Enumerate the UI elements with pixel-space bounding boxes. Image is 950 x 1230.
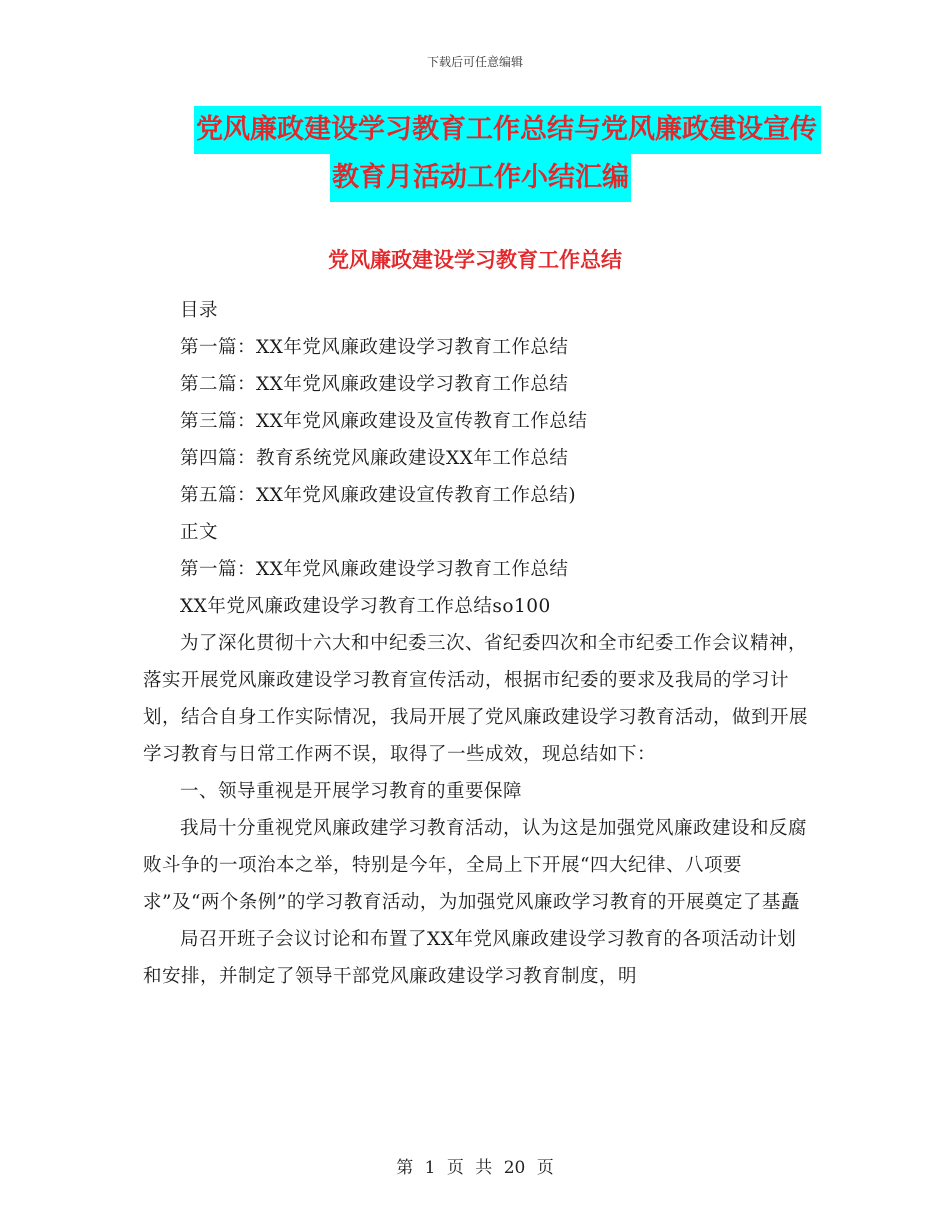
toc-item: 第五篇：XX年党风廉政建设宣传教育工作总结)	[180, 485, 577, 506]
body-paragraph: 为了深化贯彻十六大和中纪委三次、省纪委四次和全市纪委工作会议精神，落实开展党风廉政建设学习教育宣传活动，根据市纪委的要求及我局的学习计划，结合自身工作实际情况，我局开展了党风廉政建设学习教育活动，做到开展学习教育与日常工作两不误，取得了一些成效，现总结如下：	[143, 633, 809, 765]
body-paragraph: 我局十分重视党风廉政建学习教育活动，认为这是加强党风廉政建设和反腐败斗争的一项治本之举，特别是今年，全局上下开展“四大纪律、八项要求”及“两个条例”的学习教育活动，为加强党风廉政学习教育的开展奠定了基矗	[143, 818, 808, 913]
section-heading: 一、领导重视是开展学习教育的重要保障	[180, 781, 523, 802]
page-footer: 第 1 页 共 20 页	[396, 1158, 554, 1178]
toc-item: 第四篇：教育系统党风廉政建设XX年工作总结	[180, 448, 569, 469]
title-line-2: 教育月活动工作小结汇编	[330, 154, 631, 202]
toc-item: 第一篇：XX年党风廉政建设学习教育工作总结	[180, 337, 569, 358]
body-heading: 正文	[180, 522, 219, 543]
body-paragraph: 局召开班子会议讨论和布置了XX年党风廉政建设学习教育的各项活动计划和安排，并制定了领导干部党风廉政建设学习教育制度，明	[143, 929, 797, 987]
toc-item: 第二篇：XX年党风廉政建设学习教育工作总结	[180, 374, 569, 395]
section-subtitle: 党风廉政建设学习教育工作总结	[328, 248, 622, 272]
toc-heading: 目录	[180, 300, 219, 321]
header-note: 下载后可任意编辑	[426, 55, 523, 69]
title-line-1: 党风廉政建设学习教育工作总结与党风廉政建设宣传	[194, 106, 821, 154]
document-body	[143, 292, 808, 995]
doc-title: XX年党风廉政建设学习教育工作总结so100	[180, 596, 551, 617]
toc-item: 第三篇：XX年党风廉政建设及宣传教育工作总结	[180, 411, 588, 432]
part-title: 第一篇：XX年党风廉政建设学习教育工作总结	[180, 559, 569, 580]
